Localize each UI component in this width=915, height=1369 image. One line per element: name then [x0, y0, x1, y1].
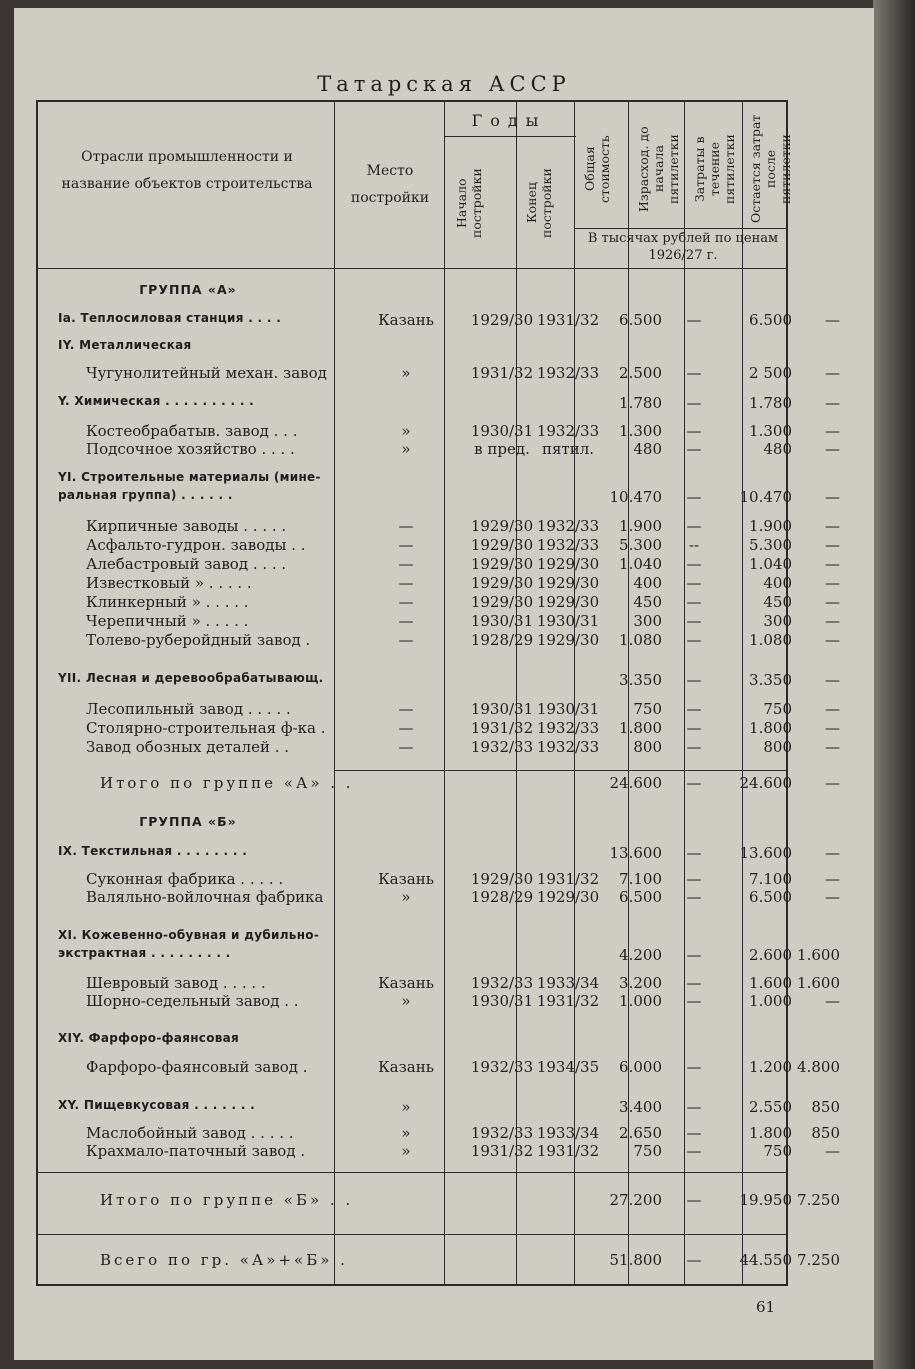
cell-total: 2.650 — [619, 1124, 662, 1142]
cell-end: 1930/31 — [536, 612, 600, 630]
cell-name: Крахмало-паточный завод . — [86, 1142, 306, 1160]
cell-plan: 1.080 — [749, 631, 792, 649]
table-row — [38, 574, 840, 594]
cell-rest: — — [825, 888, 840, 906]
cell-start: 1931/32 — [470, 1142, 534, 1160]
cell-name: Алебастровый завод . . . . — [86, 555, 287, 573]
table-row — [38, 992, 840, 1012]
cell-place: — — [398, 738, 414, 756]
cell-rest: 850 — [811, 1098, 840, 1116]
cell-name: XY. Пищевкусовая . . . . . . . — [58, 1098, 256, 1112]
cell-name: Известковый » . . . . . — [86, 574, 252, 592]
cell-rest: — — [825, 612, 840, 630]
cell-name: Всего по гр. «А»+«Б» . — [100, 1251, 348, 1269]
table-row — [38, 488, 840, 508]
page-number: 61 — [756, 1298, 776, 1316]
cell-rest: — — [825, 700, 840, 718]
cell-place: — — [398, 593, 414, 611]
cell-plan: 300 — [763, 612, 792, 630]
cell-place: — — [398, 555, 414, 573]
cell-start: 1928/29 — [470, 888, 534, 906]
cell-name: YI. Строительные материалы (мине- — [58, 470, 321, 484]
cell-total: 24.600 — [609, 774, 662, 792]
cell-rest: — — [825, 774, 840, 792]
cell-start: 1929/30 — [470, 536, 534, 554]
cell-rest: — — [825, 311, 840, 329]
cell-place: » — [401, 422, 411, 440]
cell-start: 1932/33 — [470, 1124, 534, 1142]
header-branch: Отрасли промышленности и название объектов строительства — [61, 149, 313, 192]
table-row — [38, 671, 840, 691]
header-divider — [38, 268, 786, 269]
cell-name: Асфальто-гудрон. заводы . . — [86, 536, 306, 554]
cell-total: 3.400 — [619, 1098, 662, 1116]
cell-total: 6.000 — [619, 1058, 662, 1076]
cell-rest: — — [825, 422, 840, 440]
cell-spent: — — [686, 1124, 702, 1142]
cell-name: Фарфоро-фаянсовый завод . — [86, 1058, 308, 1076]
cell-name: YII. Лесная и деревообрабатывающ. — [58, 671, 324, 685]
cell-place: Казань — [378, 1058, 434, 1076]
cell-name: ГРУППА «Б» — [139, 814, 237, 829]
cell-name: Шорно-седельный завод . . — [86, 992, 299, 1010]
cell-start: 1931/32 — [470, 719, 534, 737]
cell-plan: 1.900 — [749, 517, 792, 535]
cell-spent: — — [686, 593, 702, 611]
table-row — [38, 1031, 786, 1051]
cell-plan: 10.470 — [739, 488, 792, 506]
cell-spent: — — [686, 1098, 702, 1116]
cell-total: 51.800 — [609, 1251, 662, 1269]
table-row — [38, 631, 840, 651]
cell-plan: 2.600 — [749, 946, 792, 964]
cell-plan: 1.000 — [749, 992, 792, 1010]
table-row — [38, 870, 840, 890]
cell-spent: — — [686, 574, 702, 592]
table-row — [38, 774, 840, 794]
cell-end: 1932/33 — [536, 422, 600, 440]
table-row — [38, 1251, 840, 1271]
cell-place: » — [401, 992, 411, 1010]
cell-total: 1.080 — [619, 631, 662, 649]
cell-name: ГРУППА «А» — [139, 282, 237, 297]
cell-spent: — — [686, 555, 702, 573]
cell-name: Подсочное хозяйство . . . . — [86, 440, 295, 458]
cell-spent: — — [686, 631, 702, 649]
table-row — [38, 928, 786, 948]
cell-plan: 1.800 — [749, 719, 792, 737]
cell-plan: 6.500 — [749, 311, 792, 329]
cell-start: 1932/33 — [470, 974, 534, 992]
cell-place: — — [398, 612, 414, 630]
cell-start: 1929/30 — [470, 311, 534, 329]
table-row — [38, 338, 786, 358]
header-start: Начало постройки — [454, 168, 484, 238]
cell-name: IX. Текстильная . . . . . . . . — [58, 844, 248, 858]
cell-start: 1929/30 — [470, 517, 534, 535]
cell-spent: — — [686, 394, 702, 412]
cell-name: XI. Кожевенно-обувная и дубильно- — [58, 928, 320, 942]
table-row — [38, 555, 840, 575]
cell-rest: — — [825, 517, 840, 535]
table-row — [38, 440, 840, 460]
cell-end: 1931/32 — [536, 311, 600, 329]
table-row — [38, 311, 840, 331]
header-spent-during: Затраты в течение пятилетки — [692, 134, 737, 204]
cell-total: 400 — [633, 574, 662, 592]
cell-spent: — — [686, 774, 702, 792]
cell-spent: — — [686, 992, 702, 1010]
cell-name: Черепичный » . . . . . — [86, 612, 249, 630]
cell-name: Iа. Теплосиловая станция . . . . — [58, 311, 282, 325]
cell-plan: 1.800 — [749, 1124, 792, 1142]
cell-spent: — — [686, 974, 702, 992]
cell-start: 1930/31 — [470, 992, 534, 1010]
cell-place: Казань — [378, 974, 434, 992]
cell-end: 1929/30 — [536, 888, 600, 906]
table-row — [38, 700, 840, 720]
cell-total: 2.500 — [619, 364, 662, 382]
cell-place: » — [401, 888, 411, 906]
cell-name: экстрактная . . . . . . . . . — [58, 946, 231, 960]
table-row — [38, 593, 840, 613]
cell-start: 1930/31 — [470, 700, 534, 718]
cell-start: 1929/30 — [470, 593, 534, 611]
cell-total: 13.600 — [609, 844, 662, 862]
cell-plan: 5.300 — [749, 536, 792, 554]
cell-end: 1929/30 — [536, 593, 600, 611]
cell-plan: 750 — [763, 1142, 792, 1160]
cell-place: — — [398, 719, 414, 737]
cell-start: 1932/33 — [470, 1058, 534, 1076]
cell-total: 1.300 — [619, 422, 662, 440]
book-page — [14, 8, 874, 1360]
cell-end: 1933/34 — [536, 974, 600, 992]
cell-name: Толево-руберойдный завод . — [86, 631, 311, 649]
cell-total: 5.300 — [619, 536, 662, 554]
table-row — [38, 394, 840, 414]
subtotal-b-divider — [38, 1172, 786, 1173]
page-title: Татарская АССР — [317, 72, 571, 96]
header-end: Конец постройки — [524, 168, 554, 238]
cell-spent: — — [686, 488, 702, 506]
cell-total: 750 — [633, 700, 662, 718]
cell-place: — — [398, 631, 414, 649]
cell-start: 1929/30 — [470, 574, 534, 592]
cell-name: Лесопильный завод . . . . . — [86, 700, 291, 718]
table-row — [38, 470, 786, 490]
cell-place: — — [398, 700, 414, 718]
table-row — [38, 282, 786, 302]
cell-place: Казань — [378, 870, 434, 888]
cell-total: 800 — [633, 738, 662, 756]
cell-spent: — — [686, 422, 702, 440]
cell-name: Y. Химическая . . . . . . . . . . — [58, 394, 255, 408]
cell-plan: 450 — [763, 593, 792, 611]
cell-rest: — — [825, 719, 840, 737]
cell-end: 1929/30 — [536, 555, 600, 573]
cell-total: 300 — [633, 612, 662, 630]
cell-spent: — — [686, 738, 702, 756]
cell-end: 1933/34 — [536, 1124, 600, 1142]
cell-plan: 800 — [763, 738, 792, 756]
cell-rest: — — [825, 555, 840, 573]
table-row — [38, 719, 840, 739]
cell-plan: 7.100 — [749, 870, 792, 888]
cell-spent: — — [686, 719, 702, 737]
investment-table — [36, 100, 840, 1286]
cell-start: 1930/31 — [470, 612, 534, 630]
cell-plan: 480 — [763, 440, 792, 458]
cell-name: IY. Металлическая — [58, 338, 192, 352]
cell-name: Завод обозных деталей . . — [86, 738, 290, 756]
cell-end: 1932/33 — [536, 738, 600, 756]
cell-name: Валяльно-войлочная фабрика — [86, 888, 324, 906]
cell-start: 1931/32 — [470, 364, 534, 382]
cell-end: 1931/32 — [536, 992, 600, 1010]
cell-rest: — — [825, 440, 840, 458]
table-row — [38, 536, 840, 556]
cell-total: 7.100 — [619, 870, 662, 888]
table-row — [38, 612, 840, 632]
cell-rest: — — [825, 870, 840, 888]
cell-total: 1.800 — [619, 719, 662, 737]
cell-total: 3.200 — [619, 974, 662, 992]
table-row — [38, 738, 840, 758]
cell-spent: -- — [688, 536, 700, 554]
cell-rest: — — [825, 631, 840, 649]
cell-total: 1.000 — [619, 992, 662, 1010]
cell-rest: — — [825, 738, 840, 756]
cell-plan: 400 — [763, 574, 792, 592]
table-row — [38, 974, 840, 994]
cell-rest: — — [825, 536, 840, 554]
cell-place: Казань — [378, 311, 434, 329]
cell-name: Суконная фабрика . . . . . — [86, 870, 284, 888]
table-row — [38, 888, 840, 908]
cell-name: Шевровый завод . . . . . — [86, 974, 266, 992]
cell-total: 3.350 — [619, 671, 662, 689]
cell-start: 1930/31 — [470, 422, 534, 440]
cell-spent: — — [686, 946, 702, 964]
cell-end: пятил. — [541, 440, 595, 458]
cell-end: 1931/32 — [536, 870, 600, 888]
cell-spent: — — [686, 1191, 702, 1209]
subtotal-a-divider — [334, 770, 786, 771]
header-remaining: Остается затрат после пятилетки — [748, 114, 793, 224]
cell-plan: 1.200 — [749, 1058, 792, 1076]
book-spine — [873, 0, 915, 1369]
cell-plan: 1.300 — [749, 422, 792, 440]
cell-total: 1.780 — [619, 394, 662, 412]
cell-place: » — [401, 440, 411, 458]
cell-total: 4.200 — [619, 946, 662, 964]
cell-spent: — — [686, 612, 702, 630]
cell-end: 1932/33 — [536, 719, 600, 737]
cell-end: 1932/33 — [536, 536, 600, 554]
table-row — [38, 1124, 840, 1144]
cell-plan: 24.600 — [739, 774, 792, 792]
header-place: Место постройки — [350, 163, 430, 206]
cell-spent: — — [686, 888, 702, 906]
cell-place: » — [401, 1142, 411, 1160]
cell-end: 1930/31 — [536, 700, 600, 718]
cell-plan: 1.040 — [749, 555, 792, 573]
cell-rest: 1.600 — [797, 946, 840, 964]
cell-rest: — — [825, 1142, 840, 1160]
cell-total: 450 — [633, 593, 662, 611]
cell-plan: 2.550 — [749, 1098, 792, 1116]
cell-end: 1934/35 — [536, 1058, 600, 1076]
grand-total-divider — [38, 1234, 786, 1235]
cell-plan: 750 — [763, 700, 792, 718]
units-divider — [574, 228, 786, 229]
cell-spent: — — [686, 1058, 702, 1076]
table-row — [38, 844, 840, 864]
cell-rest: 4.800 — [797, 1058, 840, 1076]
cell-end: 1932/33 — [536, 364, 600, 382]
cell-plan: 13.600 — [739, 844, 792, 862]
table-row — [38, 364, 840, 384]
table-row — [38, 946, 840, 966]
cell-start: 1929/30 — [470, 870, 534, 888]
cell-rest: — — [825, 593, 840, 611]
cell-spent: — — [686, 844, 702, 862]
cell-spent: — — [686, 311, 702, 329]
years-divider — [444, 136, 576, 137]
header-units: В тысячах рублей по ценам 1926/27 г. — [587, 231, 779, 263]
cell-plan: 19.950 — [739, 1191, 792, 1209]
cell-end: 1932/33 — [536, 517, 600, 535]
cell-end: 1931/32 — [536, 1142, 600, 1160]
cell-rest: 850 — [811, 1124, 840, 1142]
cell-total: 27.200 — [609, 1191, 662, 1209]
cell-rest: — — [825, 574, 840, 592]
cell-plan: 1.780 — [749, 394, 792, 412]
cell-rest: 7.250 — [797, 1251, 840, 1269]
header-spent-before: Израсход. до начала пятилетки — [636, 126, 681, 212]
cell-spent: — — [686, 671, 702, 689]
cell-rest: — — [825, 364, 840, 382]
cell-spent: — — [686, 1251, 702, 1269]
cell-rest: — — [825, 671, 840, 689]
cell-name: Итого по группе «Б» . . — [100, 1191, 354, 1209]
cell-name: XIY. Фарфоро-фаянсовая — [58, 1031, 240, 1045]
cell-plan: 44.550 — [739, 1251, 792, 1269]
header-years: Годы — [471, 111, 547, 130]
header-total: Общая стоимость — [582, 135, 612, 203]
cell-end: 1929/30 — [536, 631, 600, 649]
cell-place: — — [398, 536, 414, 554]
cell-name: Кирпичные заводы . . . . . — [86, 517, 287, 535]
cell-total: 6.500 — [619, 311, 662, 329]
cell-spent: — — [686, 364, 702, 382]
table-row — [38, 1191, 840, 1211]
cell-total: 10.470 — [609, 488, 662, 506]
table-row — [38, 422, 840, 442]
cell-name: Костеобрабатыв. завод . . . — [86, 422, 298, 440]
cell-rest: — — [825, 394, 840, 412]
cell-name: Маслобойный завод . . . . . — [86, 1124, 294, 1142]
cell-rest: — — [825, 488, 840, 506]
cell-total: 1.040 — [619, 555, 662, 573]
table-row — [38, 1142, 840, 1162]
cell-start: в пред. — [474, 440, 530, 458]
cell-spent: — — [686, 1142, 702, 1160]
table-row — [38, 517, 840, 537]
cell-name: Итого по группе «А» . . — [100, 774, 354, 792]
cell-total: 480 — [633, 440, 662, 458]
cell-place: » — [401, 364, 411, 382]
cell-start: 1932/33 — [470, 738, 534, 756]
cell-name: Чугунолитейный механ. завод — [86, 364, 327, 382]
cell-plan: 6.500 — [749, 888, 792, 906]
cell-spent: — — [686, 440, 702, 458]
cell-plan: 3.350 — [749, 671, 792, 689]
cell-end: 1929/30 — [536, 574, 600, 592]
cell-total: 1.900 — [619, 517, 662, 535]
cell-spent: — — [686, 870, 702, 888]
cell-rest: 7.250 — [797, 1191, 840, 1209]
cell-spent: — — [686, 700, 702, 718]
cell-rest: 1.600 — [797, 974, 840, 992]
cell-name: Столярно-строительная ф-ка . — [86, 719, 326, 737]
cell-total: 750 — [633, 1142, 662, 1160]
cell-start: 1928/29 — [470, 631, 534, 649]
cell-rest: — — [825, 844, 840, 862]
table-row — [38, 1098, 840, 1118]
cell-place: » — [401, 1124, 411, 1142]
cell-place: — — [398, 517, 414, 535]
cell-rest: — — [825, 992, 840, 1010]
cell-name: ральная группа) . . . . . . — [58, 488, 233, 502]
cell-plan: 1.600 — [749, 974, 792, 992]
table-row — [38, 1058, 840, 1078]
cell-name: Клинкерный » . . . . . — [86, 593, 249, 611]
cell-plan: 2 500 — [749, 364, 792, 382]
cell-place: » — [401, 1098, 411, 1116]
cell-start: 1929/30 — [470, 555, 534, 573]
table-row — [38, 814, 786, 834]
cell-spent: — — [686, 517, 702, 535]
cell-total: 6.500 — [619, 888, 662, 906]
cell-place: — — [398, 574, 414, 592]
